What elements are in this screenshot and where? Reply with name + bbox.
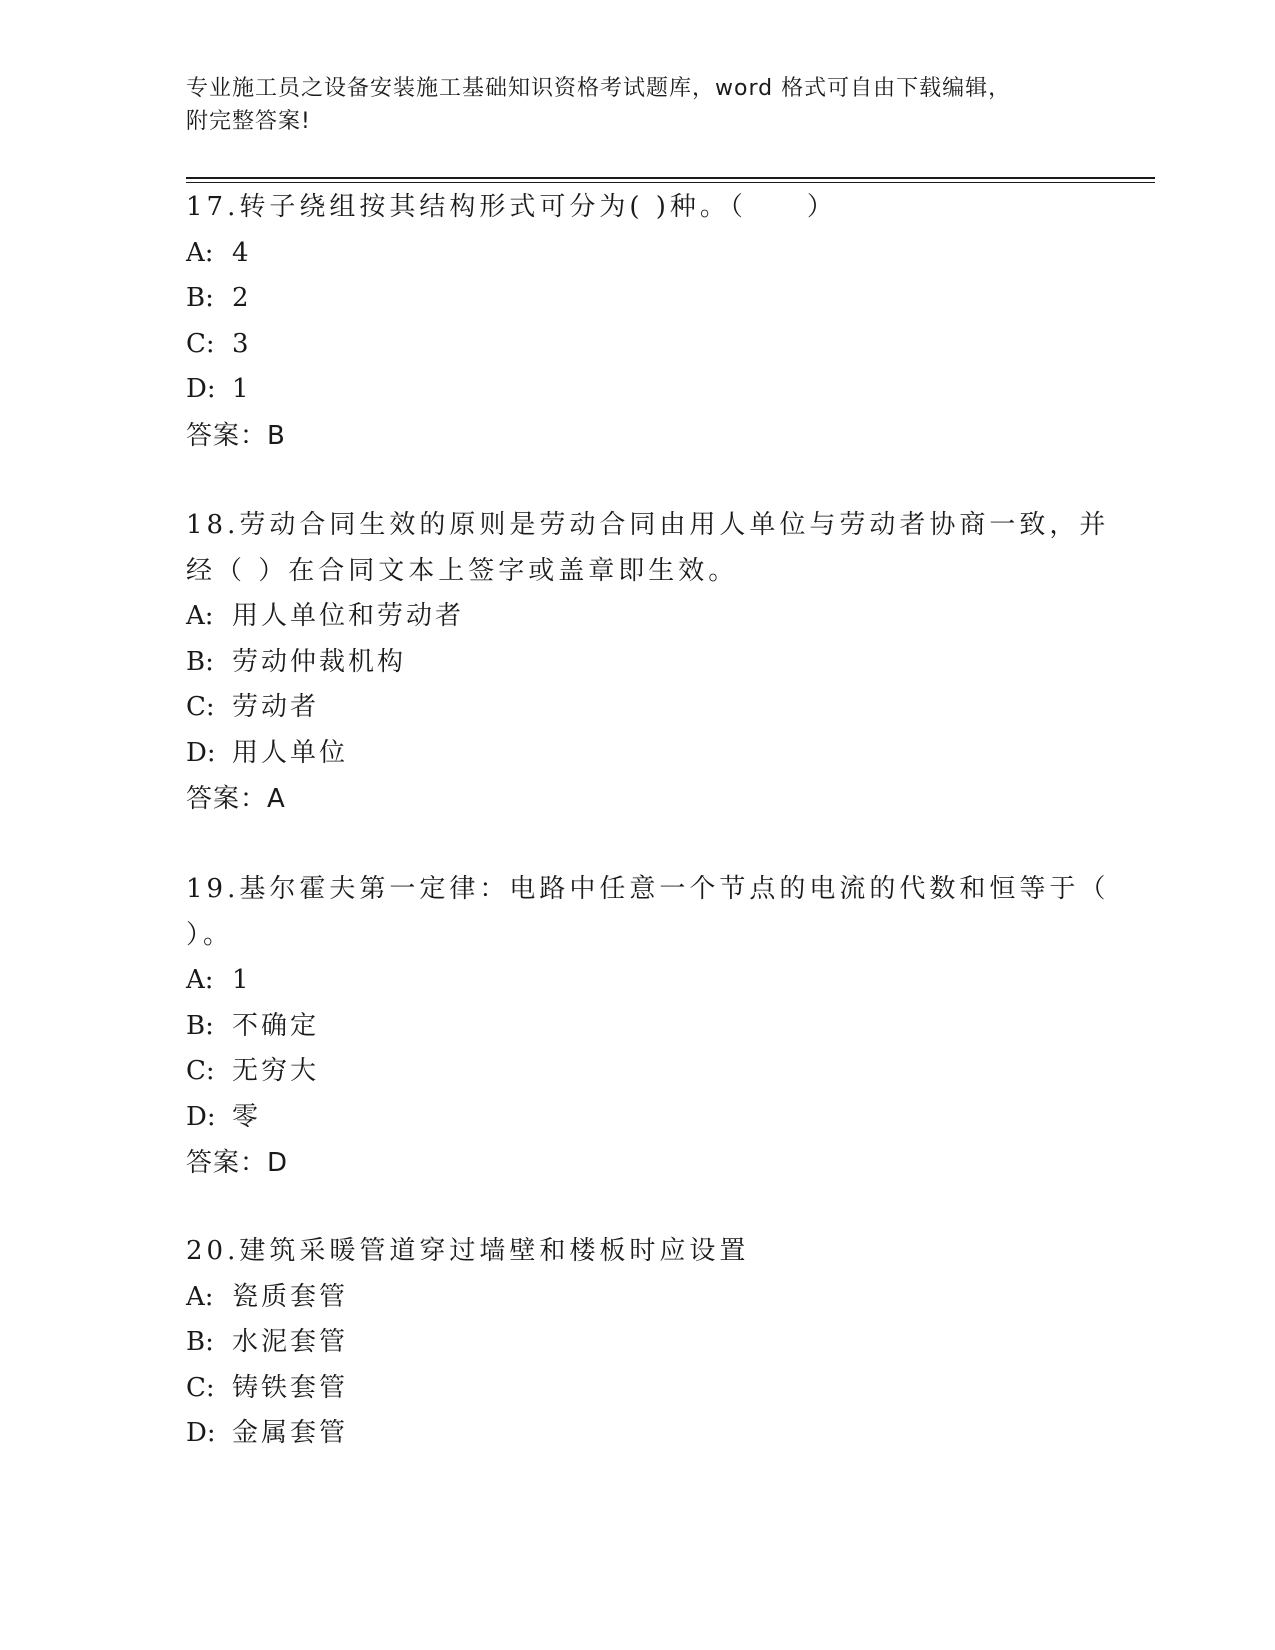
option-b [186,1004,1086,1050]
option-letter: A: [186,601,214,631]
header-line-2: 附完整答案! [186,109,311,134]
question-stem: 20.建筑采暖管道穿过墙壁和楼板时应设置 [186,1236,750,1266]
question-stem: 19.基尔霍夫第一定律：电路中任意一个节点的电流的代数和恒等于（ [186,874,1110,904]
header-line-1: 专业施工员之设备安装施工基础知识资格考试题库，word 格式可自由下载编辑， [186,76,1012,101]
option-letter: C: [186,328,215,359]
option-d [186,367,1086,413]
answer-line: 答案：A [186,784,286,814]
question-19 [186,867,1110,1186]
option-text: 用人单位和劳动者 [232,601,465,631]
option-a [186,231,1086,277]
option-text: 瓷质套管 [232,1281,349,1312]
option-letter: B: [186,283,214,313]
option-c [186,1049,1086,1095]
option-letter: B: [186,646,214,677]
option-letter: B: [186,1327,214,1357]
option-b [186,1320,1086,1366]
option-letter: D: [186,1101,216,1132]
option-a [186,1275,1086,1321]
option-text: 水泥套管 [232,1327,349,1357]
option-letter: A: [186,1281,214,1312]
question-stem: 18.劳动合同生效的原则是劳动合同由用人单位与劳动者协商一致，并 [186,510,1110,540]
document-header [186,72,1066,138]
option-d [186,1095,1086,1141]
option-letter: C: [186,1372,215,1403]
option-text: 劳动仲裁机构 [232,646,407,677]
option-c [186,1366,1086,1412]
option-text: 零 [232,1101,262,1132]
option-c [186,322,1086,368]
option-letter: A: [186,237,214,268]
option-text: 铸铁套管 [232,1372,349,1403]
option-letter: D: [186,737,216,768]
option-letter: D: [186,374,216,404]
option-text: 2 [232,283,252,313]
option-letter: D: [186,1418,216,1448]
header-divider-thin [186,182,1155,183]
answer-line: 答案：D [186,1148,289,1178]
option-text: 1 [232,374,252,404]
question-20 [186,1229,1086,1457]
option-text: 不确定 [232,1010,320,1041]
question-18 [186,503,1110,822]
option-text: 3 [232,328,252,359]
answer-line: 答案：B [186,420,286,451]
option-text: 无穷大 [232,1056,320,1086]
option-letter: A: [186,965,214,995]
option-d [186,731,1086,777]
option-letter: B: [186,1010,214,1041]
option-text: 劳动者 [232,692,320,722]
option-text: 4 [232,237,252,268]
option-text: 金属套管 [232,1418,349,1448]
option-letter: C: [186,1056,215,1086]
option-text: 1 [232,965,252,995]
question-stem-continued: ）。 [186,919,234,950]
option-c [186,685,1086,731]
question-stem: 17.转子绕组按其结构形式可分为( )种。（ ） [186,192,837,222]
option-d [186,1411,1086,1457]
option-a [186,594,1086,640]
question-17 [186,185,1086,459]
option-b [186,276,1086,322]
option-text: 用人单位 [232,737,349,768]
option-b [186,640,1086,686]
question-stem-continued: 经（ ）在合同文本上签字或盖章即生效。 [186,555,739,586]
option-a [186,958,1086,1004]
option-letter: C: [186,692,215,722]
header-divider-thick [186,177,1155,179]
